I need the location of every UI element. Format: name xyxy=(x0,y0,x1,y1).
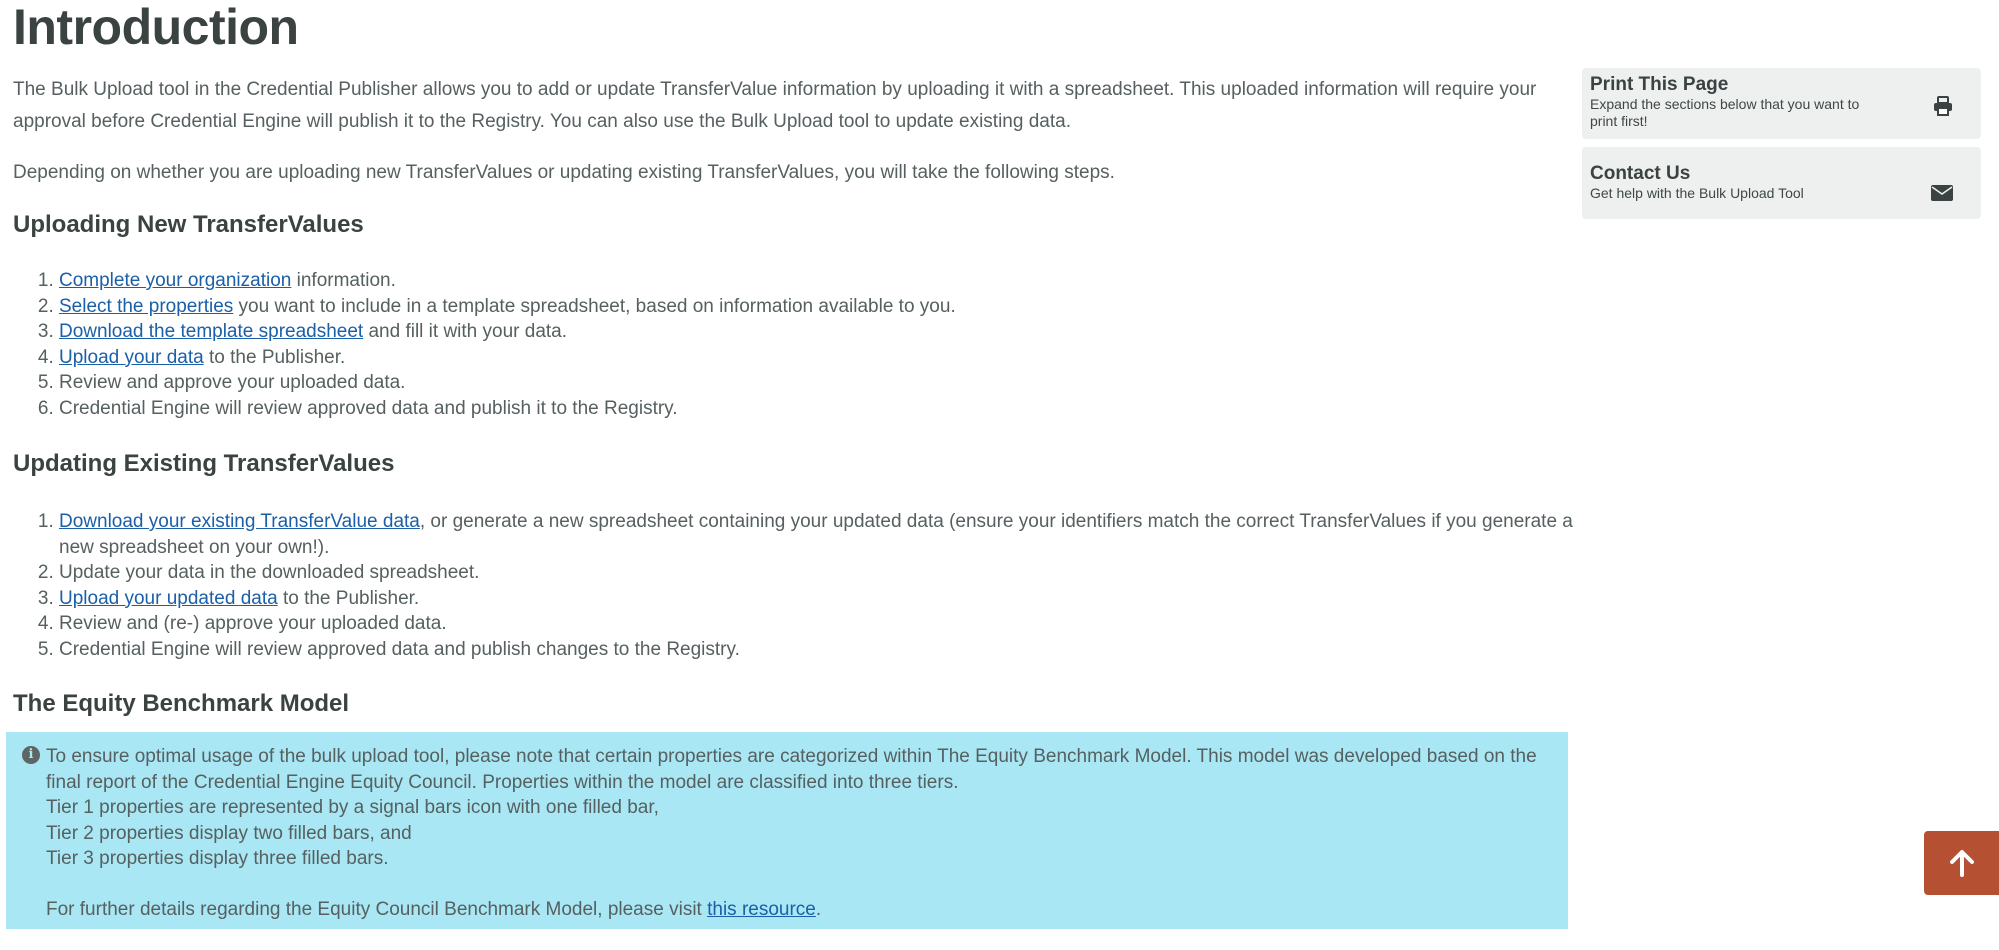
print-icon xyxy=(1933,96,1953,116)
envelope-icon xyxy=(1931,185,1953,201)
info-text: Tier 3 properties display three filled bars. xyxy=(46,848,389,869)
info-further xyxy=(46,897,1548,923)
list-item-text: to the Publisher. xyxy=(203,346,346,368)
download-template-link[interactable]: Download the template spreadsheet xyxy=(59,321,364,342)
info-further-end: . xyxy=(815,899,822,920)
uploading-steps-list xyxy=(13,268,1579,421)
list-item xyxy=(59,509,1579,560)
this-resource-link[interactable]: this resource xyxy=(707,899,816,920)
list-item xyxy=(59,319,1579,345)
info-further-text: For further details regarding the Equity Council Benchmark Model, please visit xyxy=(46,899,708,920)
select-properties-link[interactable]: Select the properties xyxy=(59,295,234,317)
list-item-text: you want to include in a template spreadsheet, based on information available to you. xyxy=(233,295,956,317)
list-item xyxy=(59,268,1579,294)
list-item xyxy=(59,294,1579,320)
page-title: Introduction xyxy=(13,0,299,55)
arrow-up-icon xyxy=(1949,849,1975,877)
updating-heading: Updating Existing TransferValues xyxy=(13,450,395,477)
list-item xyxy=(59,345,1579,371)
steps-intro-paragraph: Depending on whether you are uploading new TransferValues or updating existing TransferValues, you will take the following steps. xyxy=(13,162,1115,183)
list-item: 5. Review and approve your uploaded data. xyxy=(59,370,1579,396)
info-text: To ensure optimal usage of the bulk upload tool, please note that certain properties are categorized within The Equity Benchmark Model. This model was developed based on the final report of the Credential Engine Equity Council. Properties within the model are classified into three tiers. xyxy=(46,746,1537,793)
upload-updated-data-link[interactable]: Upload your updated data xyxy=(59,587,278,609)
updating-steps-list xyxy=(13,509,1579,662)
intro-paragraph: The Bulk Upload tool in the Credential Publisher allows you to add or update TransferValue information by uploading it with a spreadsheet. This uploaded information will require your approval before Credential Engine will publish it to the Registry. You can also use the Bulk Upload tool to update existing data. xyxy=(13,79,1537,132)
list-item-text: information. xyxy=(291,270,396,291)
back-to-top-button[interactable] xyxy=(1924,831,1999,895)
upload-data-link[interactable]: Upload your data xyxy=(59,346,204,368)
equity-heading: The Equity Benchmark Model xyxy=(13,690,350,717)
info-icon: i xyxy=(22,746,40,764)
list-item: 6. Credential Engine will review approved data and publish it to the Registry. xyxy=(59,396,1579,422)
print-page-card[interactable] xyxy=(1582,68,1981,139)
info-text: Tier 1 properties are represented by a signal bars icon with one filled bar, xyxy=(46,797,659,818)
list-item-text: to the Publisher. xyxy=(277,587,420,609)
complete-organization-link[interactable]: Complete your organization xyxy=(59,270,292,291)
list-item: 5. Credential Engine will review approved data and publish changes to the Registry. xyxy=(59,637,1579,663)
print-card-text: Expand the sections below that you want to print first! xyxy=(1590,96,1860,129)
list-item: 4. Review and (re-) approve your uploaded data. xyxy=(59,611,1579,637)
list-item-text: , or generate a new spreadsheet containing your updated data (ensure your identifiers match the correct TransferValues if you generate a new spreadsheet on your own!). xyxy=(59,511,1573,558)
contact-card-title: Contact Us xyxy=(1590,163,1691,184)
equity-info-box xyxy=(6,732,1568,929)
info-text: Tier 2 properties display two filled bars, and xyxy=(46,822,412,844)
list-item-text: and fill it with your data. xyxy=(363,321,568,342)
contact-card-text: Get help with the Bulk Upload Tool xyxy=(1590,185,1804,201)
contact-us-card[interactable] xyxy=(1582,147,1981,219)
print-card-title: Print This Page xyxy=(1590,74,1729,95)
list-item xyxy=(59,586,1579,612)
list-item: 2. Update your data in the downloaded spreadsheet. xyxy=(59,560,1579,586)
download-existing-data-link[interactable]: Download your existing TransferValue data xyxy=(59,511,420,532)
uploading-heading: Uploading New TransferValues xyxy=(13,211,364,238)
